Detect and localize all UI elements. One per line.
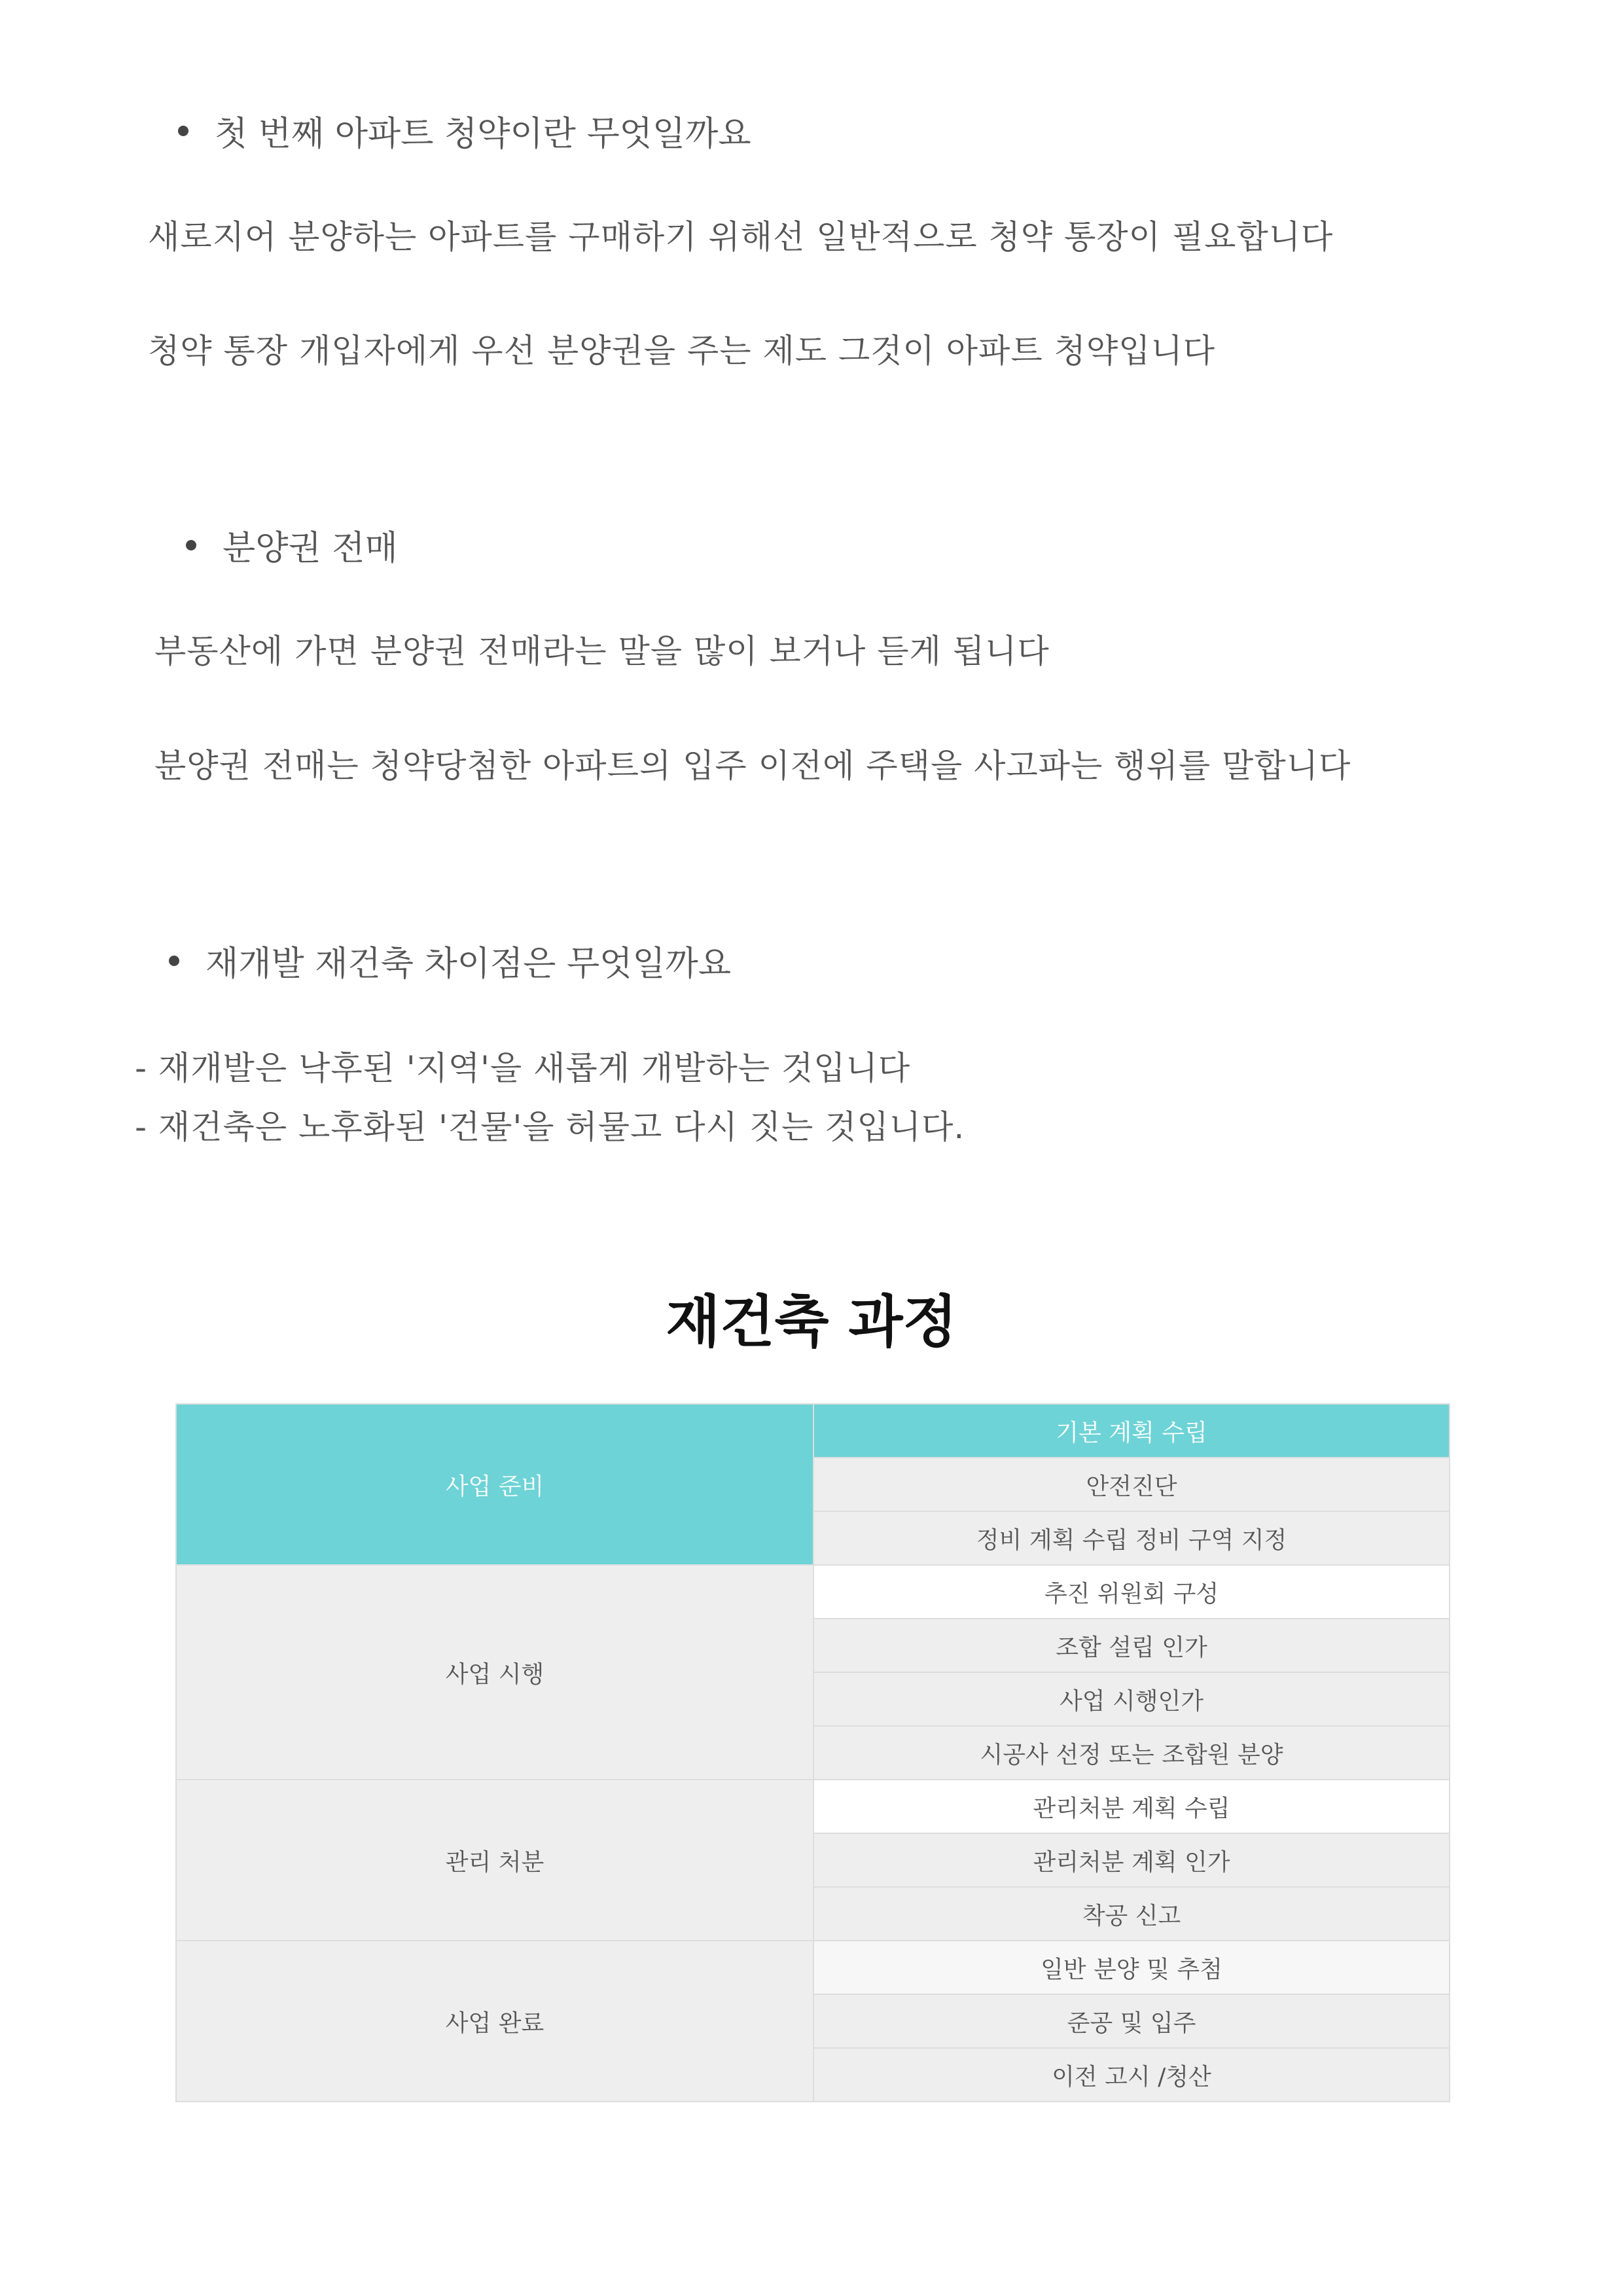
paragraph-line: - 재건축은 노후화된 '건물'을 허물고 다시 짓는 것입니다. xyxy=(135,1108,965,1146)
step-cell: 안전진단 xyxy=(813,1458,1450,1511)
bullet-icon xyxy=(169,956,179,966)
section-heading-text: 분양권 전매 xyxy=(223,529,398,568)
stage-cell: 관리 처분 xyxy=(176,1780,813,1941)
step-cell: 관리처분 계획 인가 xyxy=(813,1833,1450,1887)
paragraph-line: 새로지어 분양하는 아파트를 구매하기 위해선 일반적으로 청약 통장이 필요합니다 xyxy=(148,218,1334,256)
section-heading xyxy=(169,936,731,985)
paragraph-line: 청약 통장 개입자에게 우선 분양권을 주는 제도 그것이 아파트 청약입니다 xyxy=(148,332,1216,370)
step-cell: 추진 위원회 구성 xyxy=(813,1565,1450,1619)
step-cell: 조합 설립 인가 xyxy=(813,1619,1450,1672)
process-table xyxy=(175,1403,1450,2102)
step-cell: 이전 고시 /청산 xyxy=(813,2048,1450,2102)
section-heading-text: 재개발 재건축 차이점은 무엇일까요 xyxy=(205,944,732,984)
section-heading-text: 첫 번째 아파트 청약이란 무엇일까요 xyxy=(215,115,751,154)
stage-cell: 사업 완료 xyxy=(176,1941,813,2102)
table-row xyxy=(176,1941,1450,1994)
step-cell: 일반 분양 및 추첨 xyxy=(813,1941,1450,1994)
step-cell: 정비 계획 수립 정비 구역 지정 xyxy=(813,1511,1450,1565)
table-row xyxy=(176,1780,1450,1833)
stage-cell: 사업 준비 xyxy=(176,1404,813,1565)
step-cell: 기본 계획 수립 xyxy=(813,1404,1450,1458)
step-cell: 관리처분 계획 수립 xyxy=(813,1780,1450,1833)
paragraph-line: 분양권 전매는 청약당첨한 아파트의 입주 이전에 주택을 사고파는 행위를 말합니다 xyxy=(154,747,1351,785)
step-cell: 준공 및 입주 xyxy=(813,1994,1450,2048)
paragraph-line: - 재개발은 낙후된 '지역'을 새롭게 개발하는 것입니다 xyxy=(135,1049,911,1087)
bullet-icon xyxy=(186,540,196,550)
table-row xyxy=(176,1565,1450,1619)
bullet-icon xyxy=(178,126,188,136)
process-title: 재건축 과정 xyxy=(666,1289,957,1355)
table-row xyxy=(176,1404,1450,1458)
step-cell: 사업 시행인가 xyxy=(813,1672,1450,1726)
paragraph-line: 부동산에 가면 분양권 전매라는 말을 많이 보거나 듣게 됩니다 xyxy=(154,632,1050,670)
step-cell: 착공 신고 xyxy=(813,1887,1450,1941)
section-heading xyxy=(186,520,398,569)
step-cell: 시공사 선정 또는 조합원 분양 xyxy=(813,1726,1450,1780)
section-heading xyxy=(178,106,751,155)
stage-cell: 사업 시행 xyxy=(176,1565,813,1780)
